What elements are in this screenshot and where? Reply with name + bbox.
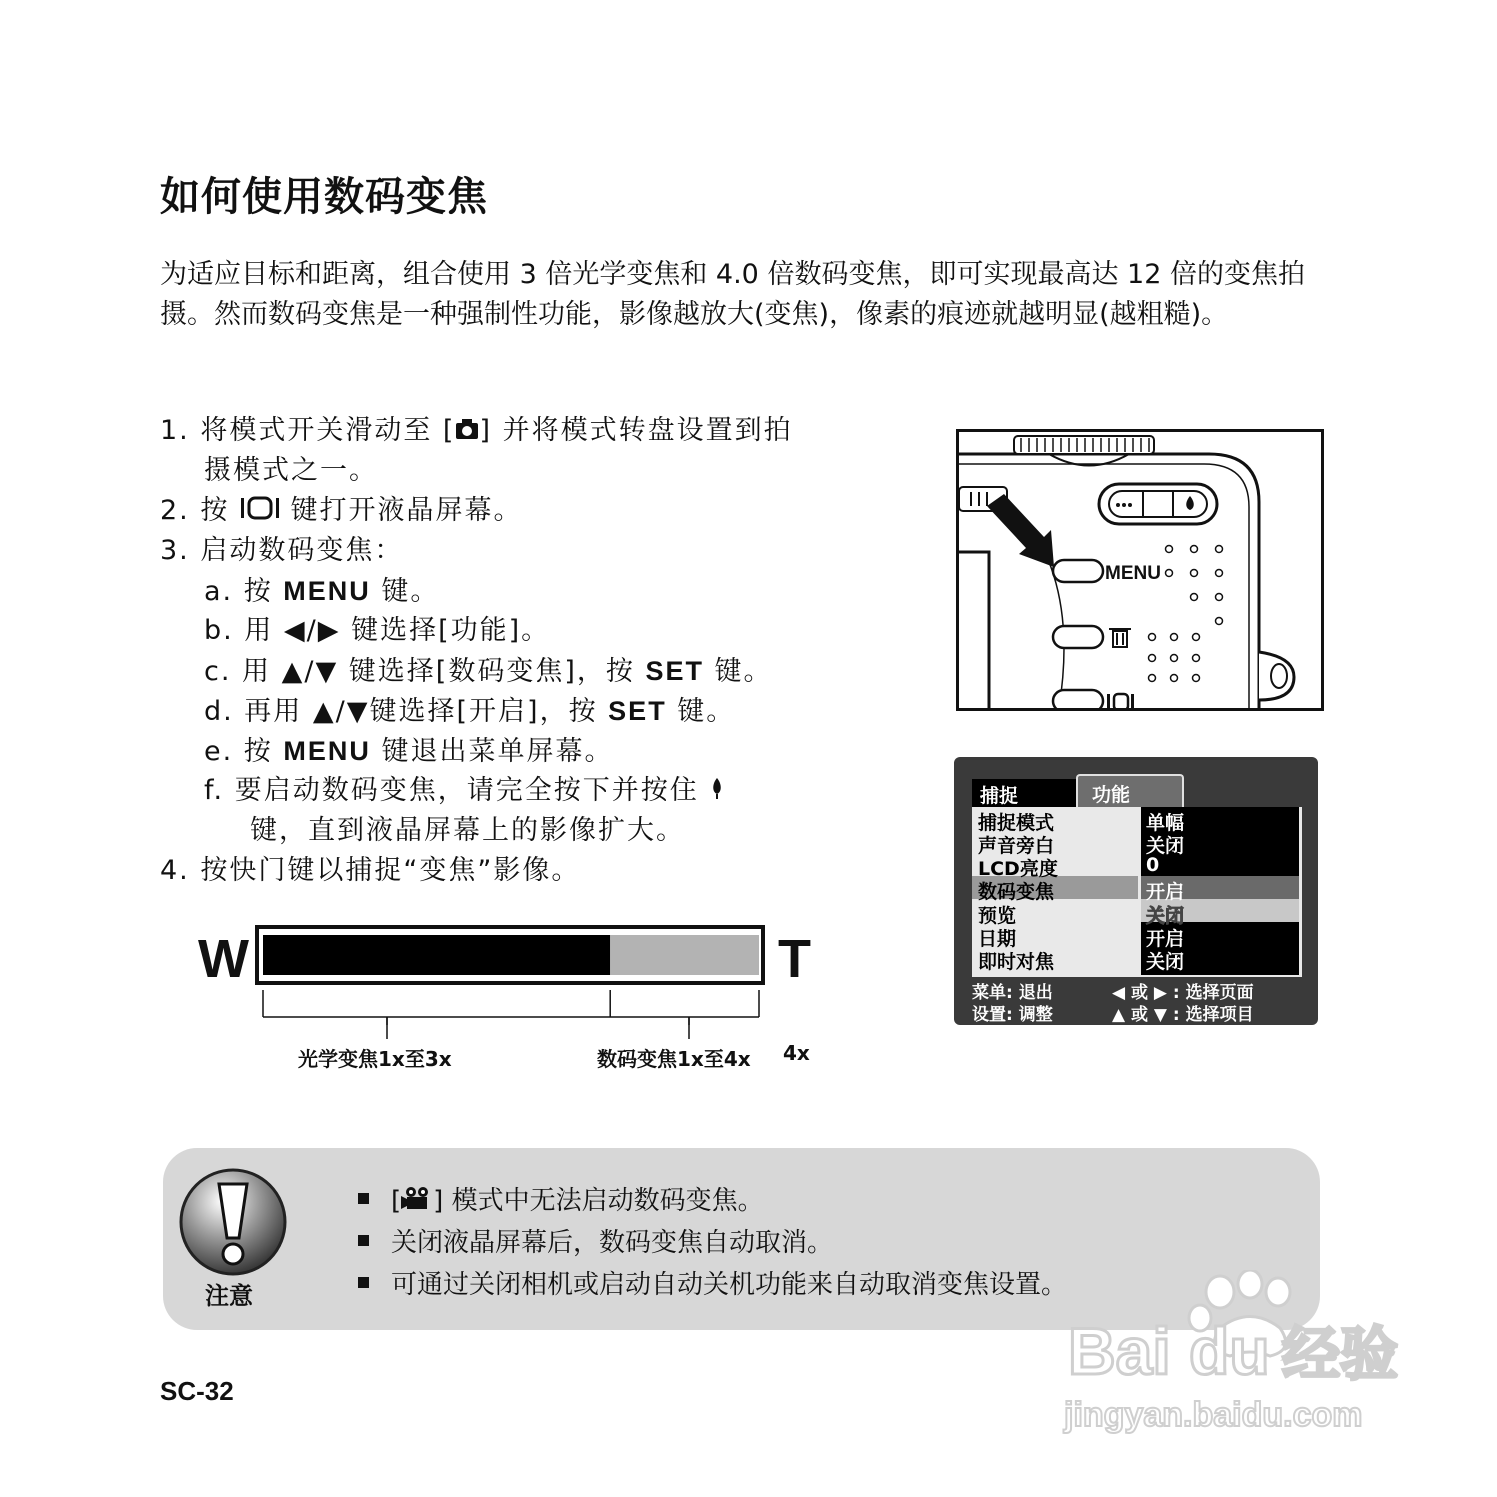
note-item-2 — [358, 1222, 833, 1259]
optical-zoom-label: 光学变焦1x至3x — [298, 1047, 452, 1071]
step-text: 键。 — [370, 576, 440, 607]
pointer-lines — [255, 1017, 767, 1043]
tele-zoom-icon — [709, 775, 725, 809]
step-3f-line-2: 键，直到液晶屏幕上的影像扩大。 — [250, 815, 685, 846]
up-down-keys: ▲/▼ — [281, 656, 339, 687]
zoom-bar-digital-segment — [610, 935, 759, 975]
menu-value: 开启 — [1146, 928, 1185, 950]
zoom-wide-label: W — [198, 929, 249, 989]
intro-paragraph: 为适应目标和距离，组合使用 3 倍光学变焦和 4.0 倍数码变焦，即可实现最高达 12 倍的变焦拍摄。然而数码变焦是一种强制性功能，影像越放大(变焦)，像素的痕迹就越明显(越粗糙)。 — [160, 259, 1305, 330]
step-3: 3. 启动数码变焦： — [160, 535, 404, 566]
trash-icon — [1109, 629, 1131, 647]
step-4: 4. 按快门键以捕捉“变焦”影像。 — [160, 855, 581, 886]
step-text: 键选择[功能]。 — [340, 615, 551, 646]
zoom-tele-label: T — [778, 929, 811, 989]
menu-key-label: MENU — [283, 576, 371, 606]
lcd-display-icon — [1107, 694, 1134, 708]
step-text: 键。 — [666, 696, 736, 727]
menu-item[interactable]: 即时对焦 — [978, 951, 1055, 973]
bullet-icon — [358, 1235, 369, 1246]
step-text: a. 按 — [204, 576, 284, 607]
watermark-brand-cn: 经验 — [1282, 1320, 1399, 1388]
step-3e — [204, 734, 613, 769]
set-key-label: SET — [645, 656, 704, 686]
step-text: 键退出菜单屏幕。 — [370, 736, 614, 767]
note-text: 可通过关闭相机或启动自动关机功能来自动取消变焦设置。 — [391, 1270, 1068, 1300]
bullet-icon — [358, 1193, 369, 1204]
camera-back-illustration — [956, 429, 1324, 711]
lcd-menu-screen — [954, 757, 1318, 1025]
step-1-line-1 — [160, 414, 793, 449]
page-title: 如何使用数码变焦 — [160, 174, 488, 220]
tab-function-label: 功能 — [1092, 784, 1131, 806]
step-3f-line-1 — [204, 774, 725, 809]
step-text: d. 再用 — [204, 696, 313, 727]
watermark-brand: Bai du — [1068, 1314, 1270, 1388]
footer-menu-exit: 菜单: 退出 — [972, 983, 1053, 1003]
step-text: f. 要启动数码变焦，请完全按下并按住 — [204, 775, 710, 806]
step-text: e. 按 — [204, 736, 284, 767]
note-text: 关闭液晶屏幕后，数码变焦自动取消。 — [391, 1228, 834, 1258]
menu-value-off[interactable]: 关闭 — [1146, 905, 1185, 927]
set-key-label: SET — [608, 696, 667, 726]
menu-key-label: MENU — [283, 736, 371, 766]
camera-mode-icon — [455, 415, 479, 449]
delete-button — [1053, 626, 1103, 648]
tab-capture-label: 捕捉 — [980, 785, 1019, 807]
step-text: ] 并将模式转盘设置到拍 — [479, 415, 793, 446]
footer-select-page: ◀ 或 ▶ : 选择页面 — [1112, 983, 1254, 1003]
step-3b — [204, 614, 550, 648]
step-text: c. 用 — [204, 656, 282, 687]
step-3d — [204, 694, 735, 729]
step-text: 键选择[开启]，按 — [369, 696, 609, 727]
watermark-url: jingyan.baidu.com — [1064, 1396, 1363, 1434]
zoom-bar-optical-segment — [263, 935, 610, 975]
page-number: SC-32 — [160, 1376, 234, 1406]
step-text: 2. 按 — [160, 495, 240, 526]
step-text: 键选择[数码变焦]，按 — [338, 656, 646, 687]
menu-button-label: MENU — [1105, 563, 1161, 584]
lcd-display-icon — [240, 495, 280, 529]
step-text: 1. 将模式开关滑动至 [ — [160, 415, 456, 446]
step-text: 键。 — [703, 656, 773, 687]
footer-set-adjust: 设置: 调整 — [972, 1005, 1053, 1025]
note-text: [ — [391, 1186, 402, 1216]
menu-item-digital-zoom[interactable]: 数码变焦 — [978, 881, 1055, 903]
zoom-bar-diagram — [255, 925, 767, 1025]
pointer-arrow — [987, 494, 1054, 567]
menu-value: 0 — [1146, 854, 1160, 876]
movie-mode-icon — [401, 1185, 433, 1218]
menu-item[interactable]: 日期 — [978, 928, 1017, 950]
note-text: ] 模式中无法启动数码变焦。 — [433, 1186, 764, 1216]
menu-button — [1053, 560, 1103, 582]
menu-item[interactable]: 声音旁白 — [978, 835, 1055, 857]
up-down-keys: ▲/▼ — [312, 696, 370, 727]
note-item-1 — [358, 1180, 764, 1218]
left-right-keys: ◀/▶ — [283, 615, 341, 646]
menu-item[interactable]: 捕捉模式 — [978, 812, 1055, 834]
display-button — [1053, 690, 1103, 708]
menu-value: 单幅 — [1146, 812, 1185, 834]
footer-select-item: ▲ 或 ▼ : 选择项目 — [1112, 1005, 1254, 1025]
digital-zoom-label: 数码变焦1x至4x — [597, 1047, 751, 1071]
step-text: 键打开液晶屏幕。 — [279, 495, 523, 526]
menu-value: 关闭 — [1146, 835, 1185, 857]
menu-value-on[interactable]: 开启 — [1146, 881, 1185, 903]
step-text: b. 用 — [204, 615, 284, 646]
note-label: 注意 — [205, 1282, 253, 1310]
menu-item[interactable]: 预览 — [978, 905, 1017, 927]
caution-icon — [177, 1166, 289, 1278]
max-zoom-label: 4x — [783, 1041, 810, 1065]
baidu-watermark — [1060, 1270, 1420, 1450]
step-2 — [160, 494, 523, 529]
menu-value: 关闭 — [1146, 951, 1185, 973]
menu-item[interactable]: LCD亮度 — [978, 858, 1058, 880]
step-1-line-2: 摄模式之一。 — [204, 455, 378, 486]
step-3c — [204, 654, 773, 689]
step-3a — [204, 574, 439, 609]
note-item-3 — [358, 1264, 1067, 1301]
bullet-icon — [358, 1277, 369, 1288]
